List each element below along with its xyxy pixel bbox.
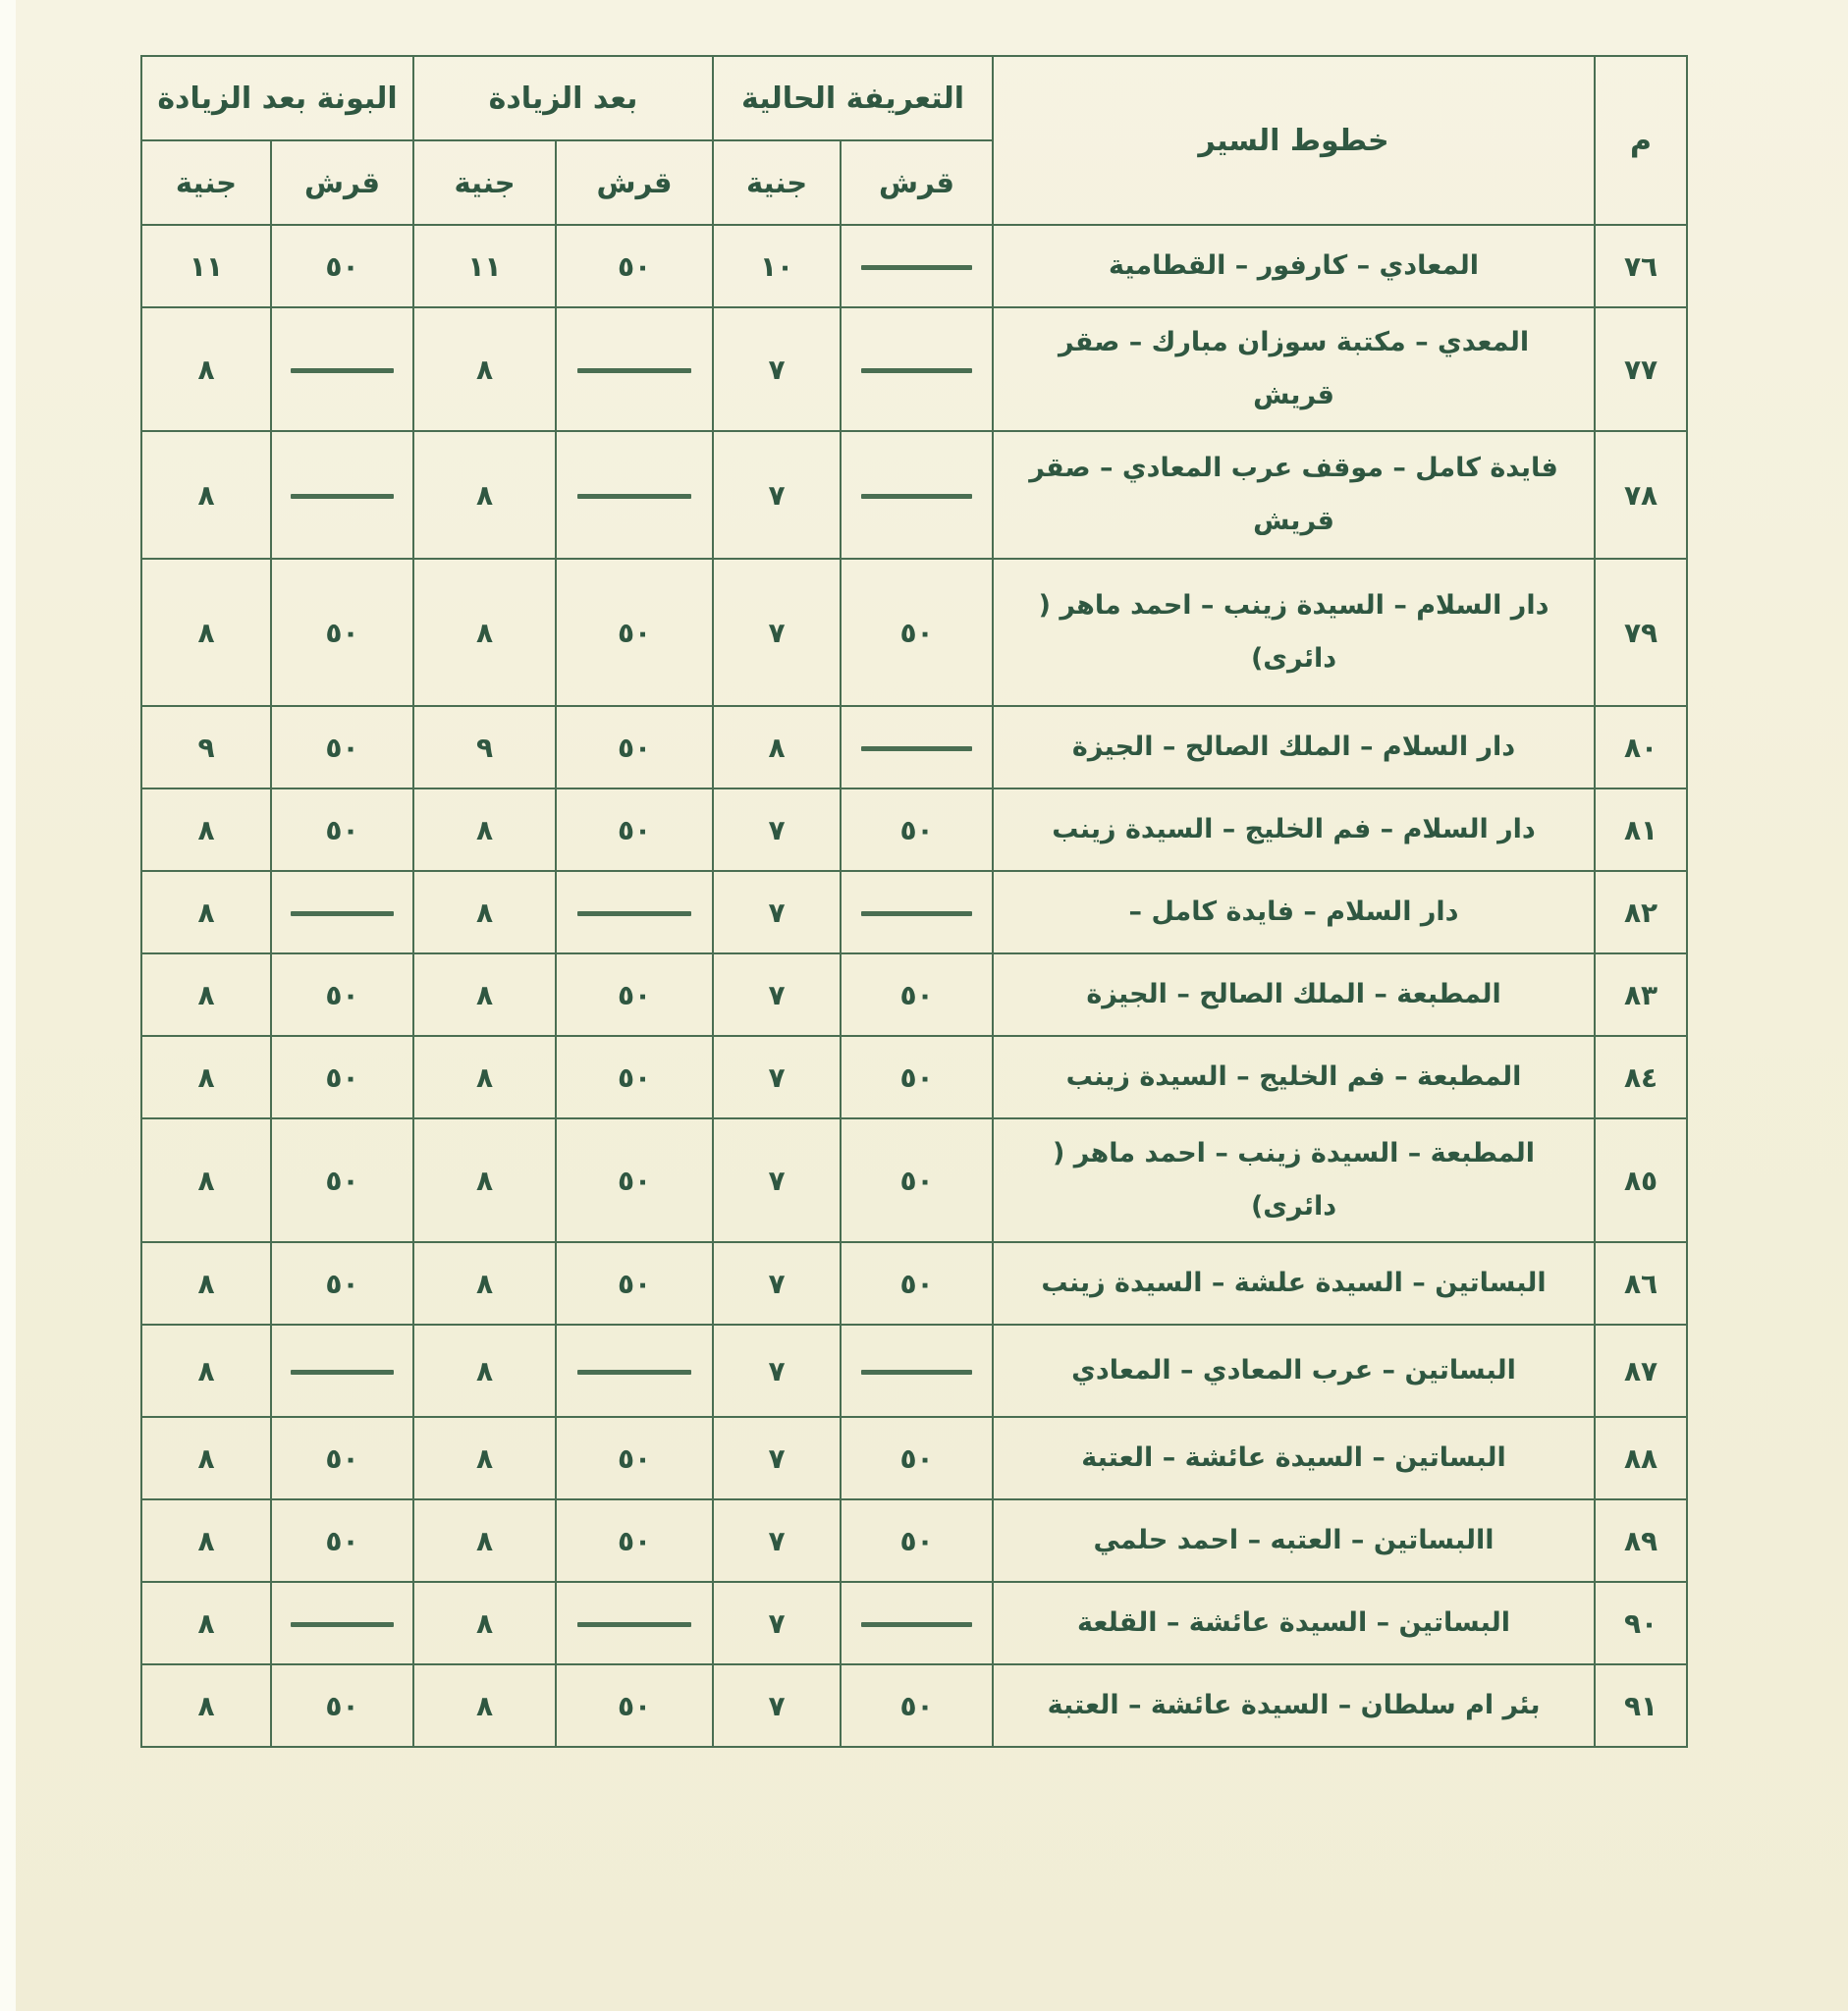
table-row [141,307,1687,431]
current-pound-cell: ٧ [713,1499,841,1582]
coupon-pound-cell: ٨ [141,307,271,431]
current-qirsh-cell: ٥٠ [841,1242,993,1325]
row-number-cell: ٧٦ [1595,225,1687,307]
header-current-tariff: التعريفة الحالية [713,56,993,140]
table-row [141,1499,1687,1582]
row-number-cell: ٧٩ [1595,559,1687,706]
current-qirsh-cell [841,307,993,431]
coupon-pound-cell: ٨ [141,1036,271,1118]
current-qirsh-cell: ٥٠ [841,953,993,1036]
subheader-current-pound: جنية [713,140,841,225]
after-qirsh-cell: ٥٠ [556,1242,713,1325]
empty-dash [291,911,395,916]
coupon-qirsh-cell [271,871,413,953]
current-pound-cell: ٧ [713,953,841,1036]
table-row [141,871,1687,953]
current-pound-cell: ٨ [713,706,841,788]
current-pound-cell: ٧ [713,1417,841,1499]
coupon-pound-cell: ٩ [141,706,271,788]
current-qirsh-cell: ٥٠ [841,1118,993,1242]
route-cell: المعادي – كارفور – القطامية [993,225,1595,307]
row-number-cell: ٨٧ [1595,1325,1687,1417]
table-row [141,1417,1687,1499]
route-cell: البساتين – السيدة عائشة – العتبة [993,1417,1595,1499]
coupon-pound-cell: ٨ [141,1499,271,1582]
row-number-cell: ٨٩ [1595,1499,1687,1582]
route-cell: فايدة كامل – موقف عرب المعادي – صقر قريش [993,431,1595,559]
current-pound-cell: ٧ [713,1664,841,1747]
table-row [141,225,1687,307]
coupon-qirsh-cell [271,1582,413,1664]
after-pound-cell: ٨ [413,788,556,871]
current-qirsh-cell [841,1582,993,1664]
route-cell: البساتين – السيدة علشة – السيدة زينب [993,1242,1595,1325]
after-qirsh-cell: ٥٠ [556,953,713,1036]
row-number-cell: ٩٠ [1595,1582,1687,1664]
coupon-qirsh-cell: ٥٠ [271,1036,413,1118]
route-cell: دار السلام – الملك الصالح – الجيزة [993,706,1595,788]
after-pound-cell: ٨ [413,1118,556,1242]
current-qirsh-cell: ٥٠ [841,1499,993,1582]
current-qirsh-cell: ٥٠ [841,1417,993,1499]
route-cell: دار السلام – فم الخليج – السيدة زينب [993,788,1595,871]
after-pound-cell: ٨ [413,1499,556,1582]
after-pound-cell: ٨ [413,1325,556,1417]
coupon-pound-cell: ٨ [141,1242,271,1325]
row-number-cell: ٨٣ [1595,953,1687,1036]
current-qirsh-cell [841,431,993,559]
route-cell: المطبعة – السيدة زينب – احمد ماهر ( دائرى) [993,1118,1595,1242]
after-pound-cell: ٨ [413,1582,556,1664]
after-qirsh-cell [556,307,713,431]
current-pound-cell: ٧ [713,1582,841,1664]
header-serial: م [1595,56,1687,225]
empty-dash [861,494,972,499]
coupon-pound-cell: ٨ [141,788,271,871]
coupon-pound-cell: ١١ [141,225,271,307]
coupon-pound-cell: ٨ [141,953,271,1036]
fare-table-body [141,225,1687,1747]
subheader-coupon-pound: جنية [141,140,271,225]
coupon-qirsh-cell: ٥٠ [271,559,413,706]
after-qirsh-cell: ٥٠ [556,1664,713,1747]
coupon-pound-cell: ٨ [141,1664,271,1747]
current-pound-cell: ٧ [713,559,841,706]
after-qirsh-cell: ٥٠ [556,1499,713,1582]
coupon-pound-cell: ٨ [141,431,271,559]
coupon-qirsh-cell [271,431,413,559]
current-qirsh-cell: ٥٠ [841,559,993,706]
current-pound-cell: ٧ [713,431,841,559]
after-pound-cell: ٨ [413,431,556,559]
after-qirsh-cell: ٥٠ [556,706,713,788]
current-qirsh-cell [841,871,993,953]
after-pound-cell: ١١ [413,225,556,307]
current-pound-cell: ٧ [713,871,841,953]
subheader-after-pound: جنية [413,140,556,225]
route-cell: المطبعة – الملك الصالح – الجيزة [993,953,1595,1036]
empty-dash [861,1622,972,1627]
route-cell: المعدي – مكتبة سوزان مبارك – صقر قريش [993,307,1595,431]
route-cell: البساتين – السيدة عائشة – القلعة [993,1582,1595,1664]
coupon-qirsh-cell: ٥٠ [271,225,413,307]
after-qirsh-cell: ٥٠ [556,559,713,706]
row-number-cell: ٨٠ [1595,706,1687,788]
empty-dash [861,368,972,373]
coupon-pound-cell: ٨ [141,1582,271,1664]
empty-dash [861,1370,972,1375]
route-cell: المطبعة – فم الخليج – السيدة زينب [993,1036,1595,1118]
row-number-cell: ٨٦ [1595,1242,1687,1325]
scan-edge-strip [0,0,16,2011]
current-qirsh-cell: ٥٠ [841,1664,993,1747]
after-pound-cell: ٨ [413,953,556,1036]
empty-dash [577,494,692,499]
after-pound-cell: ٨ [413,307,556,431]
coupon-pound-cell: ٨ [141,559,271,706]
after-pound-cell: ٩ [413,706,556,788]
empty-dash [577,368,692,373]
subheader-after-qirsh: قرش [556,140,713,225]
route-cell: دار السلام – فايدة كامل – [993,871,1595,953]
coupon-qirsh-cell: ٥٠ [271,706,413,788]
current-pound-cell: ٧ [713,1325,841,1417]
table-row [141,559,1687,706]
table-row [141,1242,1687,1325]
header-group-row [141,56,1687,140]
route-cell: البساتين – عرب المعادي – المعادي [993,1325,1595,1417]
after-qirsh-cell: ٥٠ [556,1036,713,1118]
current-qirsh-cell [841,1325,993,1417]
after-qirsh-cell [556,431,713,559]
coupon-qirsh-cell: ٥٠ [271,1242,413,1325]
coupon-qirsh-cell: ٥٠ [271,788,413,871]
after-qirsh-cell: ٥٠ [556,788,713,871]
table-row [141,1118,1687,1242]
table-row [141,953,1687,1036]
route-cell: االبساتين – العتبه – احمد حلمي [993,1499,1595,1582]
table-row [141,1036,1687,1118]
empty-dash [291,368,395,373]
after-pound-cell: ٨ [413,871,556,953]
after-qirsh-cell: ٥٠ [556,1118,713,1242]
coupon-qirsh-cell [271,1325,413,1417]
after-qirsh-cell [556,871,713,953]
empty-dash [861,746,972,751]
empty-dash [291,494,395,499]
row-number-cell: ٨١ [1595,788,1687,871]
row-number-cell: ٨٥ [1595,1118,1687,1242]
coupon-qirsh-cell: ٥٠ [271,1499,413,1582]
row-number-cell: ٩١ [1595,1664,1687,1747]
after-qirsh-cell: ٥٠ [556,1417,713,1499]
empty-dash [861,911,972,916]
header-routes: خطوط السير [993,56,1595,225]
after-pound-cell: ٨ [413,1417,556,1499]
row-number-cell: ٨٢ [1595,871,1687,953]
row-number-cell: ٧٧ [1595,307,1687,431]
empty-dash [577,911,692,916]
fare-table [140,55,1688,1748]
current-pound-cell: ٧ [713,788,841,871]
table-row [141,1664,1687,1747]
after-pound-cell: ٨ [413,1242,556,1325]
coupon-pound-cell: ٨ [141,871,271,953]
current-pound-cell: ٧ [713,1242,841,1325]
empty-dash [291,1622,395,1627]
empty-dash [291,1370,395,1375]
header-after-increase: بعد الزيادة [413,56,713,140]
route-cell: دار السلام – السيدة زينب – احمد ماهر ( دائرى) [993,559,1595,706]
after-pound-cell: ٨ [413,1664,556,1747]
current-pound-cell: ٧ [713,1118,841,1242]
empty-dash [577,1622,692,1627]
after-pound-cell: ٨ [413,559,556,706]
table-row [141,788,1687,871]
table-row [141,706,1687,788]
current-pound-cell: ٧ [713,307,841,431]
coupon-qirsh-cell: ٥٠ [271,1664,413,1747]
after-qirsh-cell: ٥٠ [556,225,713,307]
after-qirsh-cell [556,1582,713,1664]
route-cell: بئر ام سلطان – السيدة عائشة – العتبة [993,1664,1595,1747]
current-pound-cell: ٧ [713,1036,841,1118]
row-number-cell: ٨٨ [1595,1417,1687,1499]
subheader-coupon-qirsh: قرش [271,140,413,225]
current-qirsh-cell: ٥٠ [841,788,993,871]
table-row [141,1582,1687,1664]
coupon-pound-cell: ٨ [141,1417,271,1499]
current-qirsh-cell [841,706,993,788]
coupon-pound-cell: ٨ [141,1118,271,1242]
row-number-cell: ٧٨ [1595,431,1687,559]
current-qirsh-cell: ٥٠ [841,1036,993,1118]
coupon-qirsh-cell [271,307,413,431]
row-number-cell: ٨٤ [1595,1036,1687,1118]
empty-dash [861,265,972,270]
coupon-pound-cell: ٨ [141,1325,271,1417]
coupon-qirsh-cell: ٥٠ [271,1118,413,1242]
subheader-current-qirsh: قرش [841,140,993,225]
current-pound-cell: ١٠ [713,225,841,307]
after-qirsh-cell [556,1325,713,1417]
header-coupon-after-increase: البونة بعد الزيادة [141,56,413,140]
current-qirsh-cell [841,225,993,307]
after-pound-cell: ٨ [413,1036,556,1118]
table-row [141,1325,1687,1417]
coupon-qirsh-cell: ٥٠ [271,953,413,1036]
empty-dash [577,1370,692,1375]
coupon-qirsh-cell: ٥٠ [271,1417,413,1499]
table-row [141,431,1687,559]
